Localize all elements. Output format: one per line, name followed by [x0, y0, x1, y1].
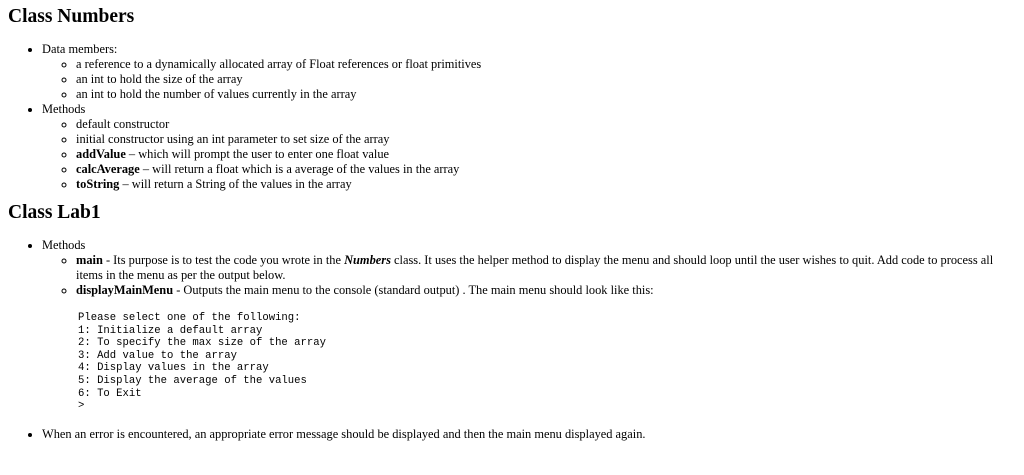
method-desc: default constructor: [76, 117, 170, 131]
display-method-item: [76, 283, 1016, 413]
list-item: [76, 147, 1016, 162]
method-name: addValue: [76, 147, 126, 161]
list-item: [76, 177, 1016, 192]
class-numbers-heading: Class Numbers: [8, 6, 135, 27]
menu-line: 2: To specify the max size of the array: [78, 337, 326, 350]
menu-prompt: >: [78, 400, 85, 413]
menu-line: Please select one of the following:: [78, 312, 301, 324]
lab1-list: [8, 238, 1016, 442]
list-item: ◦ an int to hold the number of values currently in the array: [76, 87, 1016, 102]
methods-label: Methods: [42, 102, 86, 116]
methods-item: [42, 102, 1016, 192]
method-desc: class. It uses the helper method to display the menu and should loop until the user wishes to quit. Add code to process all items in the menu as per the output below.: [76, 253, 994, 282]
class-lab1-heading: Class Lab1: [8, 202, 101, 223]
data-members-label: Data members:: [42, 42, 118, 56]
method-desc: – which will prompt the user to enter one float value: [125, 147, 390, 161]
menu-output: [78, 312, 1016, 413]
data-members-item: [42, 42, 1016, 102]
numbers-methods-list: [42, 117, 1016, 192]
method-desc: – will return a String of the values in the array: [119, 177, 352, 191]
method-name: main: [76, 253, 103, 267]
list-item: [76, 117, 1016, 132]
main-method-item: [76, 253, 1016, 283]
menu-line: 1: Initialize a default array: [78, 324, 263, 337]
method-desc: – will return a float which is a average of the values in the array: [139, 162, 460, 176]
list-item: [76, 162, 1016, 177]
list-item: [76, 132, 1016, 147]
method-name: calcAverage: [76, 162, 140, 176]
menu-line: 3: Add value to the array: [78, 349, 237, 362]
list-item: ◦ an int to hold the size of the array: [76, 72, 1016, 87]
method-desc: initial constructor using an int parameter to set size of the array: [76, 132, 390, 146]
error-note-item: • When an error is encountered, an appropriate error message should be displayed and then the main menu displayed again.: [42, 427, 1016, 442]
lab1-methods-item: [42, 238, 1016, 413]
lab1-methods-list: [42, 253, 1016, 413]
method-name: toString: [76, 177, 120, 191]
methods-label: Methods: [42, 238, 86, 252]
menu-line: 5: Display the average of the values: [78, 374, 307, 387]
class-reference: Numbers: [344, 253, 391, 267]
method-name: displayMainMenu: [76, 283, 174, 297]
menu-line: 6: To Exit: [78, 387, 142, 400]
menu-line: 4: Display values in the array: [78, 362, 269, 375]
numbers-list: [8, 42, 1016, 192]
data-members-list: [42, 57, 1016, 102]
method-desc: - Its purpose is to test the code you wrote in the: [102, 253, 345, 267]
method-desc: - Outputs the main menu to the console (standard output) . The main menu should look like this:: [173, 283, 654, 297]
list-item: ◦ a reference to a dynamically allocated array of Float references or float primitives: [76, 57, 1016, 72]
